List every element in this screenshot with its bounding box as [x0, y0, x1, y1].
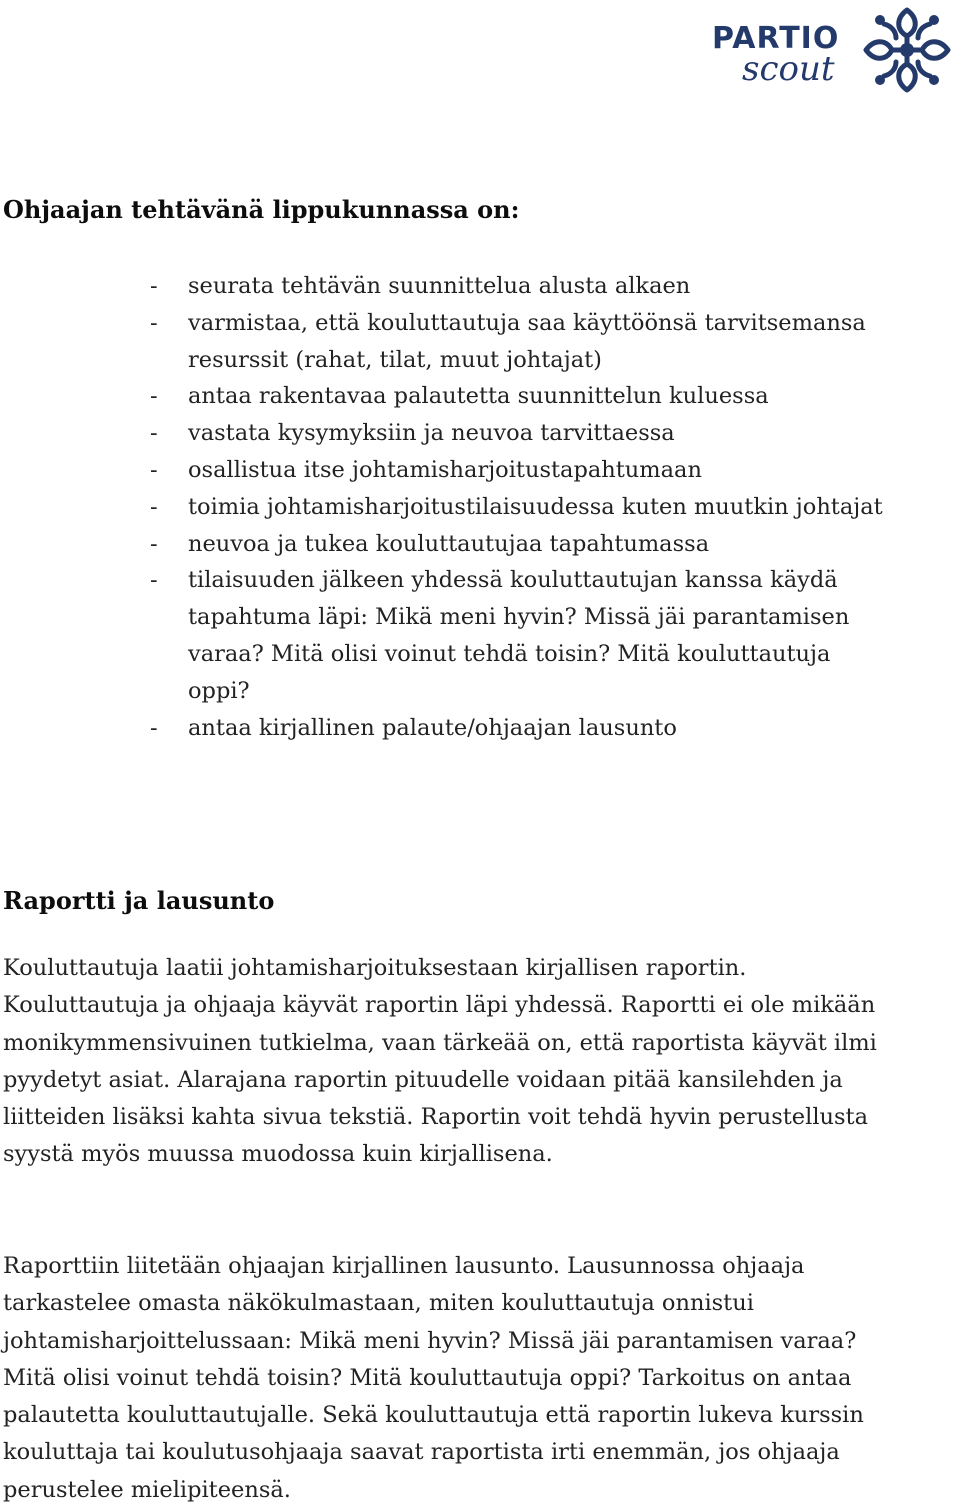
list-item: - seurata tehtävän suunnittelua alusta alkaen [150, 268, 890, 305]
scout-emblem-icon [862, 4, 952, 96]
lausunto-paragraph: Raporttiin liitetään ohjaajan kirjallinen lausunto. Lausunnossa ohjaaja tarkastelee omasta näkökulmastaan, miten kouluttautuja onnistui johtamisharjoittelussaan: Mikä meni hyvin? Missä jäi parantamisen varaa? Mitä olisi voinut tehdä toisin? Mitä kouluttautuja oppi? Tarkoitus on antaa palautetta kouluttautujalle. Sekä kouluttautuja että raportin lukeva kurssin kouluttaja tai koulutusohjaaja saavat raportista irti enemmän, jos ohjaaja perustelee mielipiteensä. [3, 1253, 864, 1503]
ohjaajan-tehtavat-list [150, 268, 890, 746]
list-item: - osallistua itse johtamisharjoitustapahtumaan [150, 452, 890, 489]
list-item: - neuvoa ja tukea kouluttautujaa tapahtumassa [150, 526, 890, 563]
raportti-paragraph: Kouluttautuja laatii johtamisharjoituksestaan kirjallisen raportin. Kouluttautuja ja ohjaaja käyvät raportin läpi yhdessä. Raportti ei ole mikään monikymmensivuinen tutkielma, vaan tärkeää on, että raportista käyvät ilmi pyydetyt asiat. Alarajana raportin pituudelle voidaan pitää kansilehden ja liitteiden lisäksi kahta sivua tekstiä. Raportin voit tehdä hyvin perustellusta syystä myös muussa muodossa kuin kirjallisena. [3, 955, 877, 1168]
section-heading-ohjaajan-tehtavat: Ohjaajan tehtävänä lippukunnassa on: [3, 195, 520, 224]
list-item: - antaa rakentavaa palautetta suunnittelun kuluessa [150, 378, 890, 415]
logo-wordmark [706, 4, 866, 96]
list-item: - vastata kysymyksiin ja neuvoa tarvittaessa [150, 415, 890, 452]
list-item: - antaa kirjallinen palaute/ohjaajan lausunto [150, 710, 890, 747]
section-heading-raportti: Raportti ja lausunto [3, 886, 275, 915]
list-item: - varmistaa, että kouluttautuja saa käyttöönsä tarvitsemansa resurssit (rahat, tilat, muut johtajat) [150, 305, 890, 379]
logo-scout-text: scout [742, 49, 835, 89]
list-item: - toimia johtamisharjoitustilaisuudessa kuten muutkin johtajat [150, 489, 890, 526]
partio-scout-logo [706, 4, 956, 96]
logo-partio-text: PARTIO [712, 21, 840, 56]
list-item: - tilaisuuden jälkeen yhdessä kouluttautujan kanssa käydä tapahtuma läpi: Mikä meni hyvin? Missä jäi parantamisen varaa? Mitä olisi voinut tehdä toisin? Mitä kouluttautuja oppi? [150, 562, 890, 709]
